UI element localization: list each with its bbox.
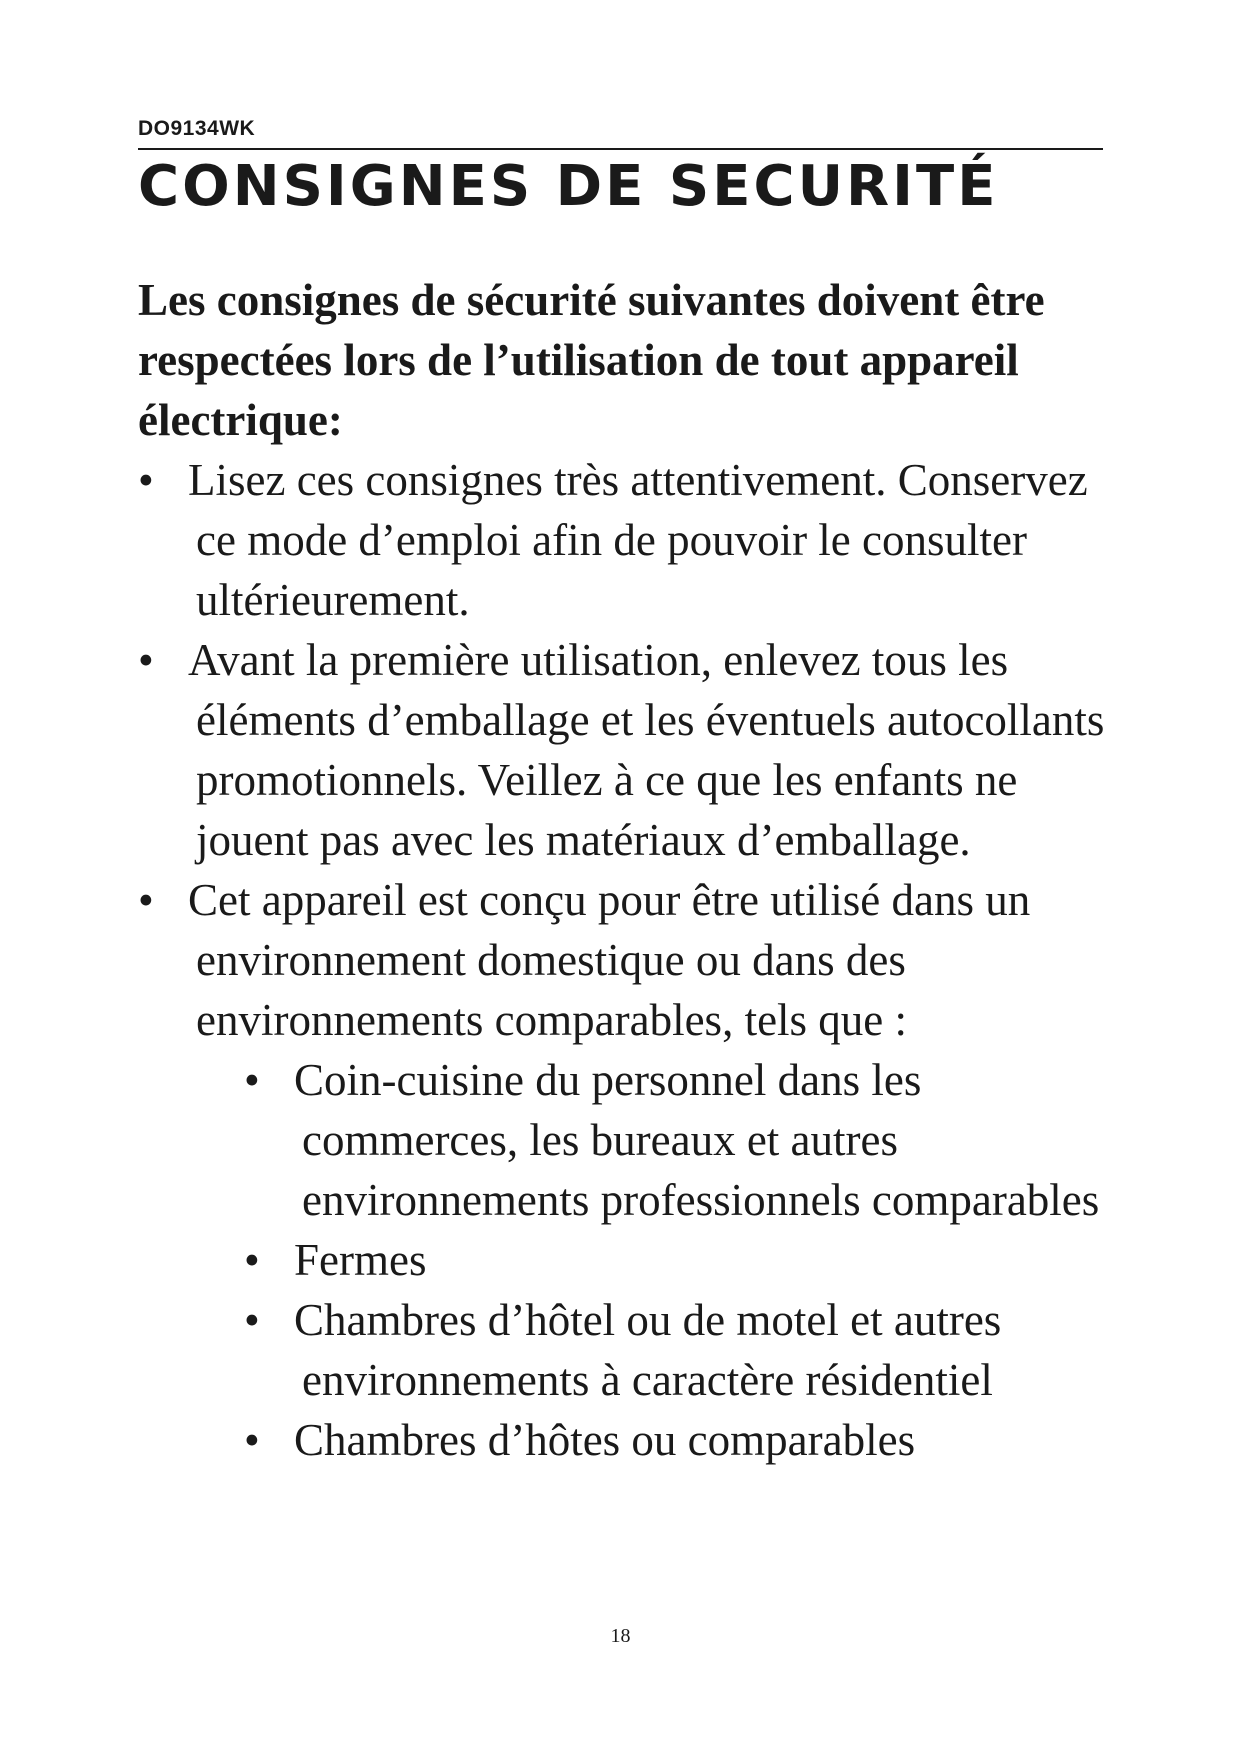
list-item: [138, 630, 1118, 870]
environment-sublist: [244, 1050, 1118, 1470]
header-rule: [138, 148, 1103, 150]
bullet-icon: •: [138, 635, 154, 685]
safety-list: [138, 450, 1118, 1470]
bullet-icon: •: [244, 1055, 260, 1105]
sub-list-item: [244, 1050, 1118, 1230]
list-item: [138, 450, 1118, 630]
bullet-icon: •: [138, 455, 154, 505]
list-item-text: Lisez ces consignes très attentivement. Conservez ce mode d’emploi afin de pouvoir le consulter ultérieurement.: [188, 455, 1088, 625]
sub-list-item-text: Fermes: [294, 1235, 427, 1285]
list-item: [138, 870, 1118, 1470]
sub-list-item: [244, 1230, 1118, 1290]
bullet-icon: •: [244, 1415, 260, 1465]
sub-list-item: [244, 1410, 1118, 1470]
bullet-icon: •: [244, 1235, 260, 1285]
bullet-icon: •: [244, 1295, 260, 1345]
list-item-text: Cet appareil est conçu pour être utilisé dans un environnement domestique ou dans des environnements comparables, tels que :: [188, 875, 1031, 1045]
sub-list-item-text: Chambres d’hôtes ou comparables: [294, 1415, 916, 1465]
page-title: CONSIGNES DE SECURITÉ: [138, 154, 999, 219]
content: [138, 270, 1118, 1470]
sub-list-item-text: Chambres d’hôtel ou de motel et autres environnements à caractère résidentiel: [294, 1295, 1002, 1405]
model-number: DO9134WK: [138, 117, 256, 140]
intro-paragraph: Les consignes de sécurité suivantes doivent être respectées lors de l’utilisation de tout appareil électrique:: [138, 275, 1045, 445]
list-item-text: Avant la première utilisation, enlevez tous les éléments d’emballage et les éventuels autocollants promotionnels. Veillez à ce que les enfants ne jouent pas avec les matériaux d’emballage.: [188, 635, 1105, 865]
sub-list-item-text: Coin-cuisine du personnel dans les commerces, les bureaux et autres environnements professionnels comparables: [294, 1055, 1100, 1225]
sub-list-item: [244, 1290, 1118, 1410]
page-number: 18: [610, 1625, 631, 1647]
bullet-icon: •: [138, 875, 154, 925]
